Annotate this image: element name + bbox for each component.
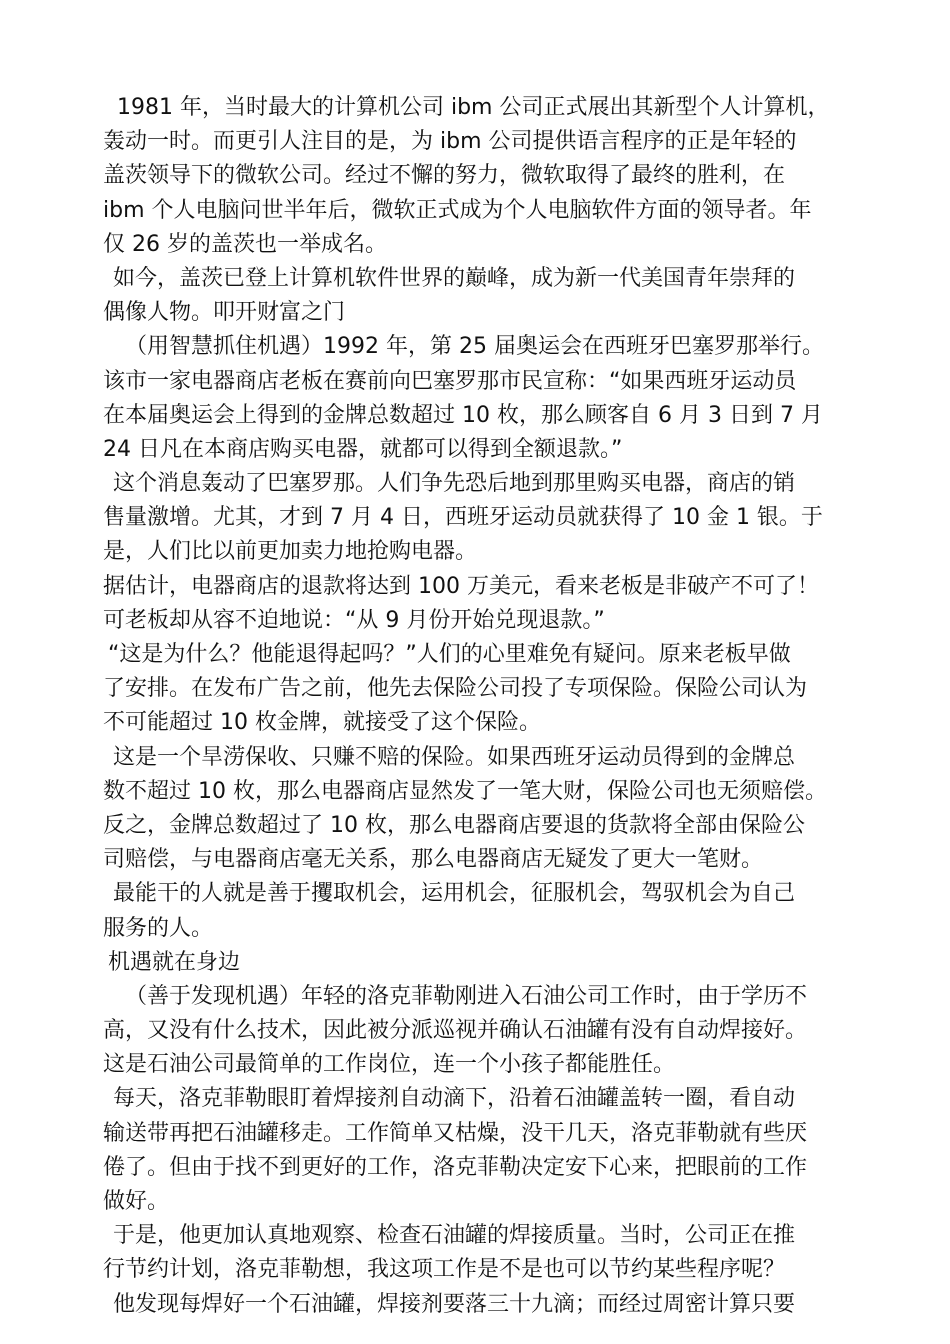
text-line: 售量激增。尤其，才到 7 月 4 日，西班牙运动员就获得了 10 金 1 银。于 xyxy=(103,505,823,531)
text-line: 盖茨领导下的微软公司。经过不懈的努力，微软取得了最终的胜利，在 xyxy=(103,163,786,189)
text-line: 他发现每焊好一个石油罐，焊接剂要落三十九滴；而经过周密计算只要 xyxy=(113,1291,796,1317)
text-line: 司赔偿，与电器商店毫无关系，那么电器商店无疑发了更大一笔财。 xyxy=(103,847,764,873)
text-line: 这是石油公司最简单的工作岗位，连一个小孩子都能胜任。 xyxy=(103,1052,676,1078)
text-line: 在本届奥运会上得到的金牌总数超过 10 枚，那么顾客自 6 月 3 日到 7 月 xyxy=(103,402,823,428)
text-line: 做好。 xyxy=(103,1189,170,1214)
text-line: 据估计，电器商店的退款将达到 100 万美元，看来老板是非破产不可了！ xyxy=(103,573,819,599)
text-line: 行节约计划，洛克菲勒想，我这项工作是不是也可以节约某些程序呢？ xyxy=(103,1257,786,1283)
text-line: （用智慧抓住机遇）1992 年，第 25 届奥运会在西班牙巴塞罗那举行。 xyxy=(125,334,824,360)
text-line: 如今，盖茨已登上计算机软件世界的巅峰，成为新一代美国青年崇拜的 xyxy=(113,265,796,291)
text-line: 最能干的人就是善于攫取机会，运用机会，征服机会，驾驭机会为自己 xyxy=(113,881,796,907)
text-line: 服务的人。 xyxy=(103,915,214,941)
text-line: 可老板却从容不迫地说：“从 9 月份开始兑现退款。” xyxy=(103,607,605,633)
text-line: 24 日凡在本商店购买电器，就都可以得到全额退款。” xyxy=(103,436,623,462)
text-line: 不可能超过 10 枚金牌，就接受了这个保险。 xyxy=(103,710,541,736)
text-line: 是，人们比以前更加卖力地抢购电器。 xyxy=(103,539,478,565)
text-line: 于是，他更加认真地观察、检查石油罐的焊接质量。当时，公司正在推 xyxy=(113,1223,796,1249)
text-line: 输送带再把石油罐移走。工作简单又枯燥，没干几天，洛克菲勒就有些厌 xyxy=(103,1120,808,1146)
text-line: 该市一家电器商店老板在赛前向巴塞罗那市民宣称：“如果西班牙运动员 xyxy=(103,368,797,394)
text-line: 1981 年，当时最大的计算机公司 ibm 公司正式展出其新型个人计算机， xyxy=(117,95,830,120)
document-body xyxy=(103,91,863,1322)
section-heading: 机遇就在身边 xyxy=(108,949,241,975)
text-line: 偶像人物。叩开财富之门 xyxy=(103,300,346,326)
text-line: ibm 个人电脑问世半年后，微软正式成为个人电脑软件方面的领导者。年 xyxy=(103,197,812,223)
text-line: 每天，洛克菲勒眼盯着焊接剂自动滴下，沿着石油罐盖转一圈，看自动 xyxy=(113,1086,796,1112)
text-line: 这个消息轰动了巴塞罗那。人们争先恐后地到那里购买电器，商店的销 xyxy=(113,471,796,497)
text-line: 了安排。在发布广告之前，他先去保险公司投了专项保险。保险公司认为 xyxy=(103,676,808,702)
text-line: 这是一个旱涝保收、只赚不赔的保险。如果西班牙运动员得到的金牌总 xyxy=(113,744,796,770)
text-line: 轰动一时。而更引人注目的是，为 ibm 公司提供语言程序的正是年轻的 xyxy=(103,129,797,155)
text-line: 倦了。但由于找不到更好的工作，洛克菲勒决定安下心来，把眼前的工作 xyxy=(103,1154,808,1180)
text-line: 仅 26 岁的盖茨也一举成名。 xyxy=(103,231,387,257)
text-line: （善于发现机遇）年轻的洛克菲勒刚进入石油公司工作时，由于学历不 xyxy=(125,983,808,1009)
text-line: 数不超过 10 枚，那么电器商店显然发了一笔大财，保险公司也无须赔偿。 xyxy=(103,778,827,804)
text-line: “这是为什么？他能退得起吗？”人们的心里难免有疑问。原来老板早做 xyxy=(108,642,791,667)
text-line: 反之，金牌总数超过了 10 枚，那么电器商店要退的货款将全部由保险公 xyxy=(103,812,805,838)
text-line: 高，又没有什么技术，因此被分派巡视并确认石油罐有没有自动焊接好。 xyxy=(103,1018,808,1044)
